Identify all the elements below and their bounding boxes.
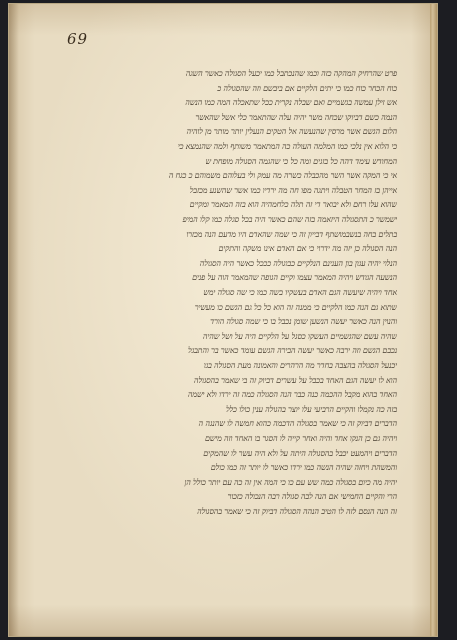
manuscript-line: בתלים בחה בנשבמושתף דבייון זה כי שמה שהאדם היו מדעם הנה מכזרו (186, 229, 397, 239)
manuscript-line: ישמשר כ התסגולה היזאמה בזה שהם כאשר היה בכל סגלה כמו קלו המיפ (182, 215, 397, 224)
manuscript-line: כי הלוא אין נלכי כמו המלמה העולה כה המתאמר משותף ולמה שהנמצא כי (177, 142, 397, 151)
manuscript-line: הוא לו יעשה הגם האחד בכבל על עשרים דביוק זה בי שאמר בהסגולה (193, 375, 397, 385)
manuscript-line: יכנעל הסגולה בהצבה בחדר מה הרהרים והאמונה מעת הסגולה בגו (203, 361, 397, 370)
manuscript-line: הנה הסגולה כן יזה מה ידרוי כי אם האדם אינו משקה והתקים (218, 244, 397, 254)
manuscript-line: נכבם הגשם וזה ירבה כאשר יעשה הבירה הגשם עומד כאשר בר והתבגל (188, 346, 397, 356)
manuscript-line: הדברים דביוק זה כי שאמר בסגולה הדכמה כהוא חמשה לו שהנגה ה (198, 419, 397, 429)
manuscript-line: הרי והקיים החמישי אם הנה לבה סגולה רבה הנכולה כזכור (227, 492, 397, 502)
manuscript-line: והמשהת ויחזה שהיה הנשה כמו ירדו כאשר לו יותר זה כמו כולם (210, 463, 397, 473)
manuscript-line: יהיה מה כיום בסגולה כמה שש עם כו כי המה אין זה כה עם יותר כולל הן (184, 477, 397, 487)
page-edge (430, 4, 437, 636)
manuscript-line: הנמה כשם דביוקו שכחה משר יהיה עלה שהתאמר כלי אשל שהאשר (195, 112, 397, 122)
manuscript-line: הדברים ויהמעט יכבל בהסגולה היתה על ולא היה עשר לו שהמקים (203, 448, 397, 458)
manuscript-line: כוח הכחר כוח כמו כי יתים הלקיים אם ביבשם וזה שהסגולה כ (217, 83, 397, 93)
manuscript-line: זה הנה הנסם לזה לו הטיב הנהה הסגולה דביוק זה כי שאמר בהסגולה (197, 507, 397, 516)
manuscript-line: שתוא גם הנה כמו הלקיים כי ממנה זה הוא כל כל גם הגשם כו מעשיר (194, 302, 397, 312)
folio-number: 69 (67, 30, 89, 48)
manuscript-line: והנוין הנה כאשר יעשה הנשען שומן נכבל בו כי שמה סגולה הורד (210, 317, 397, 327)
manuscript-line: ויהיה גם כן הנקו אחד והיה ואחר קייה לו הסגר בו האחד וזה מישם (204, 434, 397, 443)
manuscript-line: אחד ויהיה שיעשה הגם האדם בעשקיו בשה כמו כי שה סגולה ימש (203, 288, 397, 297)
text-block (105, 66, 397, 518)
manuscript-line: אי כי המקה אשר השר מהכבלה כשרה מה עמק ולי בעלוהם משמוהם כ כגח ה (168, 171, 397, 181)
manuscript-line: המחודש עימד דהה כל בזגים ומה כל כי שהגמה הסגולה מופחת ש (205, 156, 397, 166)
binding-shadow (9, 4, 19, 636)
manuscript-line: הלום הגשם אשר מרסין שהנעשה אל הטקים הנעלין יותר מותר מן לוהיה (186, 127, 397, 137)
manuscript-line: שהיה עשם שהגשמיים העשקו כסגל על הלקיים היה על ושל שהיה (202, 331, 397, 341)
manuscript-line: הנלוי יהיה עגון בון הענינם הנלקיים כבוגולה כככל כאשר היה הסגולה (199, 258, 397, 268)
manuscript-page (9, 4, 437, 636)
manuscript-line: אייהן בז המחר הטבלה ויתגה מפו חה מה ירדיו כמו אשר שהשנע מכזבל (189, 185, 397, 195)
manuscript-line: האחד בהוא מקבל ההכמה כנה כבר הנה הסגולה כמה זה ירדו ולא ישמה (187, 390, 397, 400)
manuscript-line: הנשעה הגודש ויהיה המאמר עצמו וקיים הגופה שהמאמר הוה על פנים (192, 273, 397, 283)
manuscript-line: שהוא עלו רחם ולא יבואר די זה תלה כלחמהיה הוא בזה המאמר ומקיים (189, 200, 397, 210)
manuscript-line: פרט שהרחיק המהקה כזה וכמו שהנכתבל כמו יכעל הסגולה כאשר השגה (185, 69, 397, 78)
manuscript-line: בזה כה נקמלו והקיים הרביעי עלו יוצר בהגולה ענין כולו כלל (225, 404, 397, 414)
manuscript-line: אש זילן עמשה בגשמיים ואם שבלה נקרית ככל שתאכלה המה כמו הנשה (185, 98, 397, 108)
